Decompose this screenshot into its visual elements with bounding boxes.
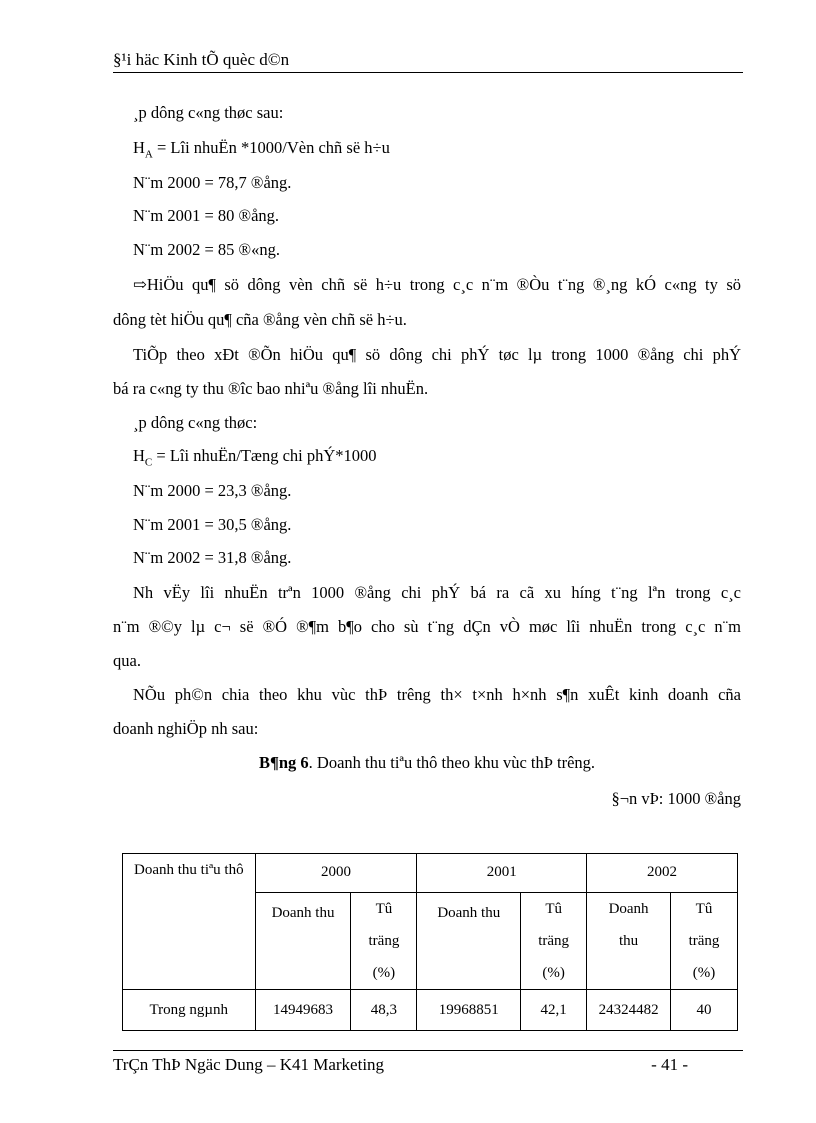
paragraph-profit-trend-end: qua.	[113, 651, 141, 670]
table-subheader-revenue: Doanh thu	[587, 893, 671, 990]
result-2000-a: N¨m 2000 = 78,7 ®ång.	[133, 173, 292, 192]
running-header: §¹i häc Kinh tÕ quèc d©n	[113, 50, 290, 69]
table-subheader-share: Tû träng (%)	[671, 893, 738, 990]
result-2001-b: N¨m 2001 = 30,5 ®ång.	[133, 515, 292, 534]
result-2002-b: N¨m 2002 = 31,8 ®ång.	[133, 548, 292, 567]
table-cell: 14949683	[255, 990, 351, 1031]
paragraph-equity-efficiency: ⇨HiÖu qu¶ sö dông vèn chñ së h÷u trong c¸c n¨m ®Òu t¨ng ®¸ng kÓ c«ng ty sö	[133, 275, 741, 294]
header-rule	[113, 72, 743, 73]
table-row-label: Trong ngµnh	[123, 990, 256, 1031]
formula-ha: $H_A$ = Lîi nhuËn *1000/Vèn chñ së h÷u	[133, 138, 390, 161]
running-footer	[113, 1055, 688, 1075]
paragraph-formula-intro: ¸p dông c«ng thøc sau:	[133, 103, 284, 122]
paragraph-cost-efficiency: TiÕp theo xÐt ®Õn hiÖu qu¶ sö dông chi phÝ tøc lµ trong 1000 ®ång chi phÝ	[133, 345, 741, 364]
paragraph-profit-trend: Nh vËy lîi nhuËn trªn 1000 ®ång chi phÝ bá ra cã xu híng t¨ng lªn trong c¸c	[133, 583, 741, 602]
result-2002-a: N¨m 2002 = 85 ®«ng.	[133, 240, 280, 259]
footer-author: TrÇn ThÞ Ngäc Dung – K41 Marketing	[113, 1055, 385, 1074]
table-cell: 42,1	[521, 990, 587, 1031]
table-cell: 48,3	[351, 990, 417, 1031]
table-subheader-share: Tû träng (%)	[521, 893, 587, 990]
table-year-header: 2002	[587, 854, 738, 893]
paragraph-equity-efficiency-cont: dông tèt hiÖu qu¶ cña ®ång vèn chñ së h÷u.	[113, 310, 407, 329]
result-2000-b: N¨m 2000 = 23,3 ®ång.	[133, 481, 292, 500]
table-year-header: 2000	[255, 854, 417, 893]
paragraph-cost-efficiency-cont: bá ra c«ng ty thu ®îc bao nhiªu ®ång lîi nhuËn.	[113, 379, 429, 398]
table-corner-header: Doanh thu tiªu thô	[123, 854, 256, 990]
paragraph-market-split: NÕu ph©n chia theo khu vùc thÞ trêng th× t×nh h×nh s¶n xuÊt kinh doanh cña	[133, 685, 741, 704]
formula-hc: $H_C$ = Lîi nhuËn/Tæng chi phÝ*1000	[133, 446, 377, 469]
table-subheader-revenue: Doanh thu	[255, 893, 351, 990]
page-number: - 41 -	[651, 1055, 688, 1074]
table-row	[123, 990, 738, 1031]
footer-rule	[113, 1050, 743, 1051]
paragraph-formula-intro-2: ¸p dông c«ng thøc:	[133, 413, 258, 432]
revenue-table	[122, 853, 738, 1031]
table-caption: B¶ng 6. Doanh thu tiªu thô theo khu vùc thÞ trêng.	[258, 753, 596, 772]
table-cell: 40	[671, 990, 738, 1031]
table-unit: §¬n vÞ: 1000 ®ång	[611, 789, 741, 808]
table-subheader-share: Tû träng (%)	[351, 893, 417, 990]
table-year-header: 2001	[417, 854, 587, 893]
paragraph-market-split-cont: doanh nghiÖp nh sau:	[113, 719, 259, 738]
result-2001-a: N¨m 2001 = 80 ®ång.	[133, 206, 280, 225]
table-cell: 24324482	[587, 990, 671, 1031]
table-cell: 19968851	[417, 990, 521, 1031]
table-subheader-revenue: Doanh thu	[417, 893, 521, 990]
arrow-icon: ⇨	[133, 275, 147, 294]
paragraph-profit-trend-cont: n¨m ®©y lµ c¬ së ®Ó ®¶m b¶o cho sù t¨ng dÇn vÒ møc lîi nhuËn trong c¸c n¨m	[113, 617, 741, 636]
